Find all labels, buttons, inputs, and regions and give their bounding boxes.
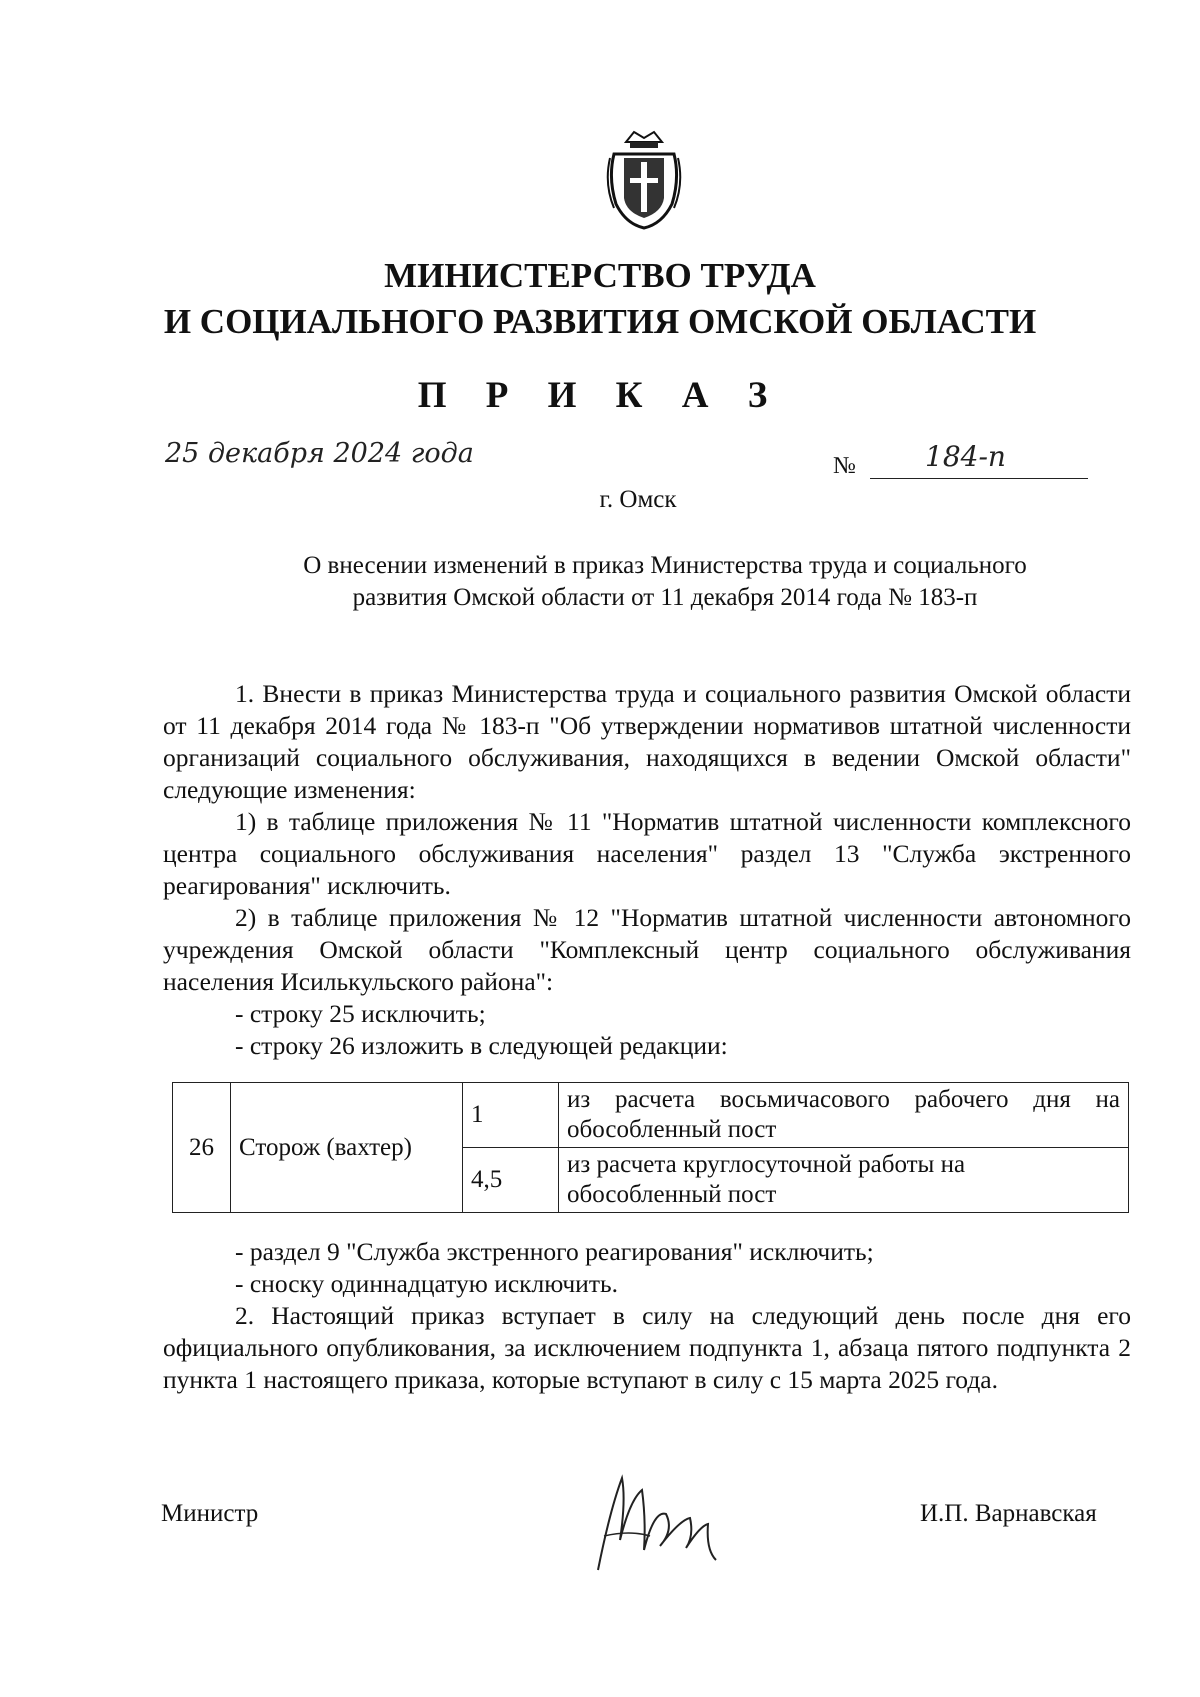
handwritten-date: 25 декабря 2024 года <box>165 438 474 469</box>
note-cell: из расчета восьмичасового рабочего дня на обособленный пост <box>559 1083 1129 1148</box>
number-label: № <box>833 453 856 479</box>
body-lower <box>163 1236 1131 1396</box>
handwritten-number: 184-п <box>925 440 1006 473</box>
paragraph-1-2: 2) в таблице приложения № 12 "Норматив штатной численности автономного учреждения Омской области "Комплексный центр социального обслуживания населения Исилькульского района": <box>163 903 1131 996</box>
coat-of-arms-emblem <box>604 128 684 232</box>
city: г. Омск <box>599 486 677 513</box>
body-upper <box>163 678 1131 1062</box>
row-number-cell: 26 <box>173 1083 231 1213</box>
paragraph-edit-row: - строку 26 изложить в следующей редакции: <box>235 1031 728 1060</box>
paragraph-2: 2. Настоящий приказ вступает в силу на следующий день после дня его официального опубликования, за исключением подпункта 1, абзаца пятого подпункта 2 пункта 1 настоящего приказа, которые вступают в силу с 15 марта 2025 года. <box>163 1301 1131 1394</box>
paragraph-remove-section: - раздел 9 "Служба экстренного реагирования" исключить; <box>235 1237 874 1266</box>
amendment-table <box>172 1082 1129 1213</box>
paragraph-remove-row: - строку 25 исключить; <box>235 999 486 1028</box>
note-cell: из расчета круглосуточной работы на обособленный пост <box>559 1148 1129 1213</box>
subject-line1: О внесении изменений в приказ Министерства труда и социального <box>303 552 1027 579</box>
position-cell: Сторож (вахтер) <box>231 1083 463 1213</box>
signatory-name: И.П. Варнавская <box>920 1500 1097 1527</box>
paragraph-remove-footnote: - сноску одиннадцатую исключить. <box>235 1269 618 1298</box>
document-type: П Р И К А З <box>417 375 783 416</box>
subject-line2: развития Омской области от 11 декабря 2014 года № 183-п <box>352 584 978 611</box>
number-underline <box>870 478 1088 479</box>
paragraph-1-1: 1) в таблице приложения № 11 "Норматив штатной численности комплексного центра социального обслуживания населения" раздел 13 "Служба экстренного реагирования" исключить. <box>163 807 1131 900</box>
quantity-cell: 4,5 <box>463 1148 559 1213</box>
table-row <box>173 1083 1129 1148</box>
ministry-title-line2: И СОЦИАЛЬНОГО РАЗВИТИЯ ОМСКОЙ ОБЛАСТИ <box>163 302 1037 341</box>
handwritten-signature <box>590 1470 770 1580</box>
paragraph-1: 1. Внести в приказ Министерства труда и социального развития Омской области от 11 декабря 2014 года № 183-п "Об утверждении нормативов штатной численности организаций социального обслуживания, находящихся в ведении Омской области" следующие изменения: <box>163 679 1131 804</box>
quantity-cell: 1 <box>463 1083 559 1148</box>
signatory-title: Министр <box>161 1500 259 1527</box>
ministry-title-line1: МИНИСТЕРСТВО ТРУДА <box>384 256 816 295</box>
